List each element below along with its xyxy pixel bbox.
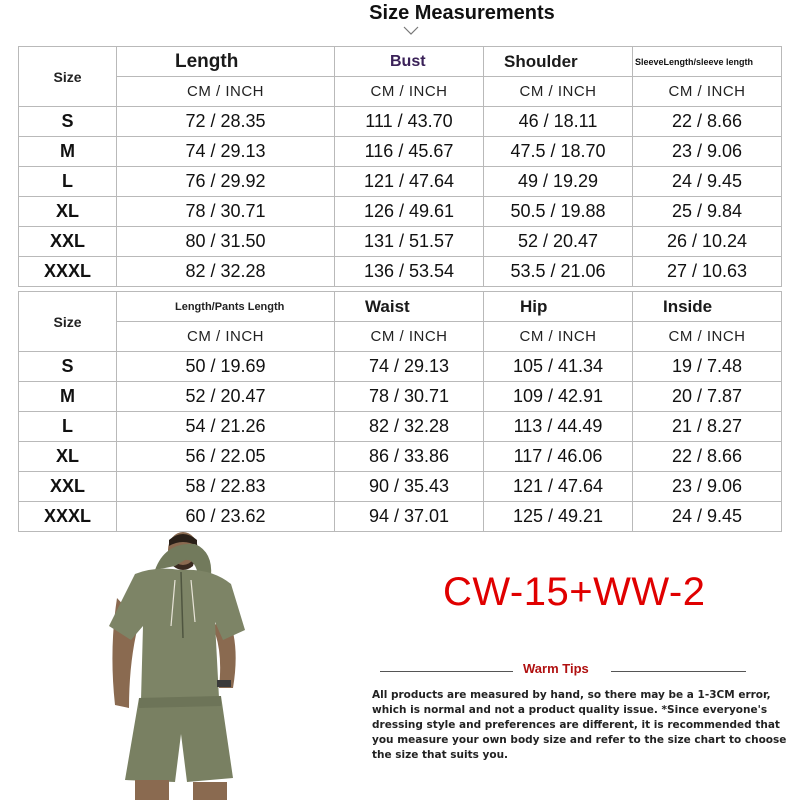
value-cell: 116 / 45.67 [335, 137, 484, 167]
value-cell: 78 / 30.71 [117, 197, 335, 227]
value-cell: 121 / 47.64 [484, 472, 633, 502]
table-header-row [19, 47, 782, 77]
table-row [19, 257, 782, 287]
size-cell: L [19, 167, 117, 197]
pants-length-header: Length/Pants Length [117, 292, 335, 322]
value-cell: 72 / 28.35 [117, 107, 335, 137]
size-cell: S [19, 352, 117, 382]
value-cell: 23 / 9.06 [633, 137, 782, 167]
value-cell: 20 / 7.87 [633, 382, 782, 412]
value-cell: 82 / 32.28 [117, 257, 335, 287]
size-cell: L [19, 412, 117, 442]
table-row [19, 107, 782, 137]
units-row [19, 77, 782, 107]
value-cell: 58 / 22.83 [117, 472, 335, 502]
value-cell: 23 / 9.06 [633, 472, 782, 502]
top-size-table [18, 46, 782, 287]
units-cell: CM / INCH [117, 77, 335, 107]
table-row [19, 227, 782, 257]
page-title: Size Measurements [369, 2, 555, 24]
bust-header: Bust [335, 47, 484, 77]
length-header: Length [117, 47, 335, 77]
value-cell: 22 / 8.66 [633, 442, 782, 472]
value-cell: 126 / 49.61 [335, 197, 484, 227]
value-cell: 56 / 22.05 [117, 442, 335, 472]
size-cell: M [19, 137, 117, 167]
table-row [19, 352, 782, 382]
units-cell: CM / INCH [633, 77, 782, 107]
table-row [19, 382, 782, 412]
value-cell: 46 / 18.11 [484, 107, 633, 137]
value-cell: 117 / 46.06 [484, 442, 633, 472]
value-cell: 52 / 20.47 [117, 382, 335, 412]
size-cell: XL [19, 197, 117, 227]
warm-tips-body: All products are measured by hand, so there may be a 1-3CM error, which is normal and not a product quality issue. *Since everyone's dressing style and preferences are different, it is recommended that you measure your own body size and refer to the size chart to choose the size that suits you. [372, 689, 787, 761]
value-cell: 50.5 / 19.88 [484, 197, 633, 227]
value-cell: 21 / 8.27 [633, 412, 782, 442]
hip-header: Hip [484, 292, 633, 322]
value-cell: 52 / 20.47 [484, 227, 633, 257]
units-row [19, 322, 782, 352]
units-cell: CM / INCH [335, 77, 484, 107]
value-cell: 80 / 31.50 [117, 227, 335, 257]
value-cell: 125 / 49.21 [484, 502, 633, 532]
size-cell: XXL [19, 472, 117, 502]
value-cell: 22 / 8.66 [633, 107, 782, 137]
value-cell: 53.5 / 21.06 [484, 257, 633, 287]
value-cell: 76 / 29.92 [117, 167, 335, 197]
size-cell: XXXL [19, 502, 117, 532]
value-cell: 19 / 7.48 [633, 352, 782, 382]
value-cell: 121 / 47.64 [335, 167, 484, 197]
table-row [19, 412, 782, 442]
warm-tips-title: Warm Tips [523, 661, 589, 676]
shoulder-header: Shoulder [484, 47, 633, 77]
waist-header: Waist [335, 292, 484, 322]
table-row [19, 167, 782, 197]
table-row [19, 137, 782, 167]
value-cell: 111 / 43.70 [335, 107, 484, 137]
chevron-down-icon [403, 26, 419, 36]
value-cell: 54 / 21.26 [117, 412, 335, 442]
value-cell: 136 / 53.54 [335, 257, 484, 287]
inside-header: Inside [633, 292, 782, 322]
value-cell: 26 / 10.24 [633, 227, 782, 257]
units-cell: CM / INCH [117, 322, 335, 352]
value-cell: 105 / 41.34 [484, 352, 633, 382]
value-cell: 86 / 33.86 [335, 442, 484, 472]
units-cell: CM / INCH [484, 77, 633, 107]
units-cell: CM / INCH [335, 322, 484, 352]
value-cell: 109 / 42.91 [484, 382, 633, 412]
size-cell: M [19, 382, 117, 412]
value-cell: 74 / 29.13 [335, 352, 484, 382]
value-cell: 47.5 / 18.70 [484, 137, 633, 167]
size-cell: XXXL [19, 257, 117, 287]
value-cell: 27 / 10.63 [633, 257, 782, 287]
value-cell: 94 / 37.01 [335, 502, 484, 532]
value-cell: 49 / 19.29 [484, 167, 633, 197]
value-cell: 74 / 29.13 [117, 137, 335, 167]
value-cell: 24 / 9.45 [633, 167, 782, 197]
units-cell: CM / INCH [633, 322, 782, 352]
value-cell: 25 / 9.84 [633, 197, 782, 227]
value-cell: 78 / 30.71 [335, 382, 484, 412]
size-column-header: Size [19, 292, 117, 352]
bottom-size-table [18, 291, 782, 532]
table-row [19, 472, 782, 502]
value-cell: 131 / 51.57 [335, 227, 484, 257]
units-cell: CM / INCH [484, 322, 633, 352]
value-cell: 50 / 19.69 [117, 352, 335, 382]
divider-right [611, 671, 746, 672]
value-cell: 90 / 35.43 [335, 472, 484, 502]
size-cell: XL [19, 442, 117, 472]
product-code: CW-15+WW-2 [443, 570, 706, 614]
table-header-row [19, 292, 782, 322]
value-cell: 113 / 44.49 [484, 412, 633, 442]
value-cell: 60 / 23.62 [117, 502, 335, 532]
table-row [19, 197, 782, 227]
value-cell: 82 / 32.28 [335, 412, 484, 442]
size-cell: XXL [19, 227, 117, 257]
sleeve-length-header: SleeveLength/sleeve length [633, 47, 782, 77]
size-column-header: Size [19, 47, 117, 107]
size-cell: S [19, 107, 117, 137]
table-row [19, 502, 782, 532]
table-row [19, 442, 782, 472]
model-photo [95, 530, 260, 800]
value-cell: 24 / 9.45 [633, 502, 782, 532]
divider-left [380, 671, 513, 672]
